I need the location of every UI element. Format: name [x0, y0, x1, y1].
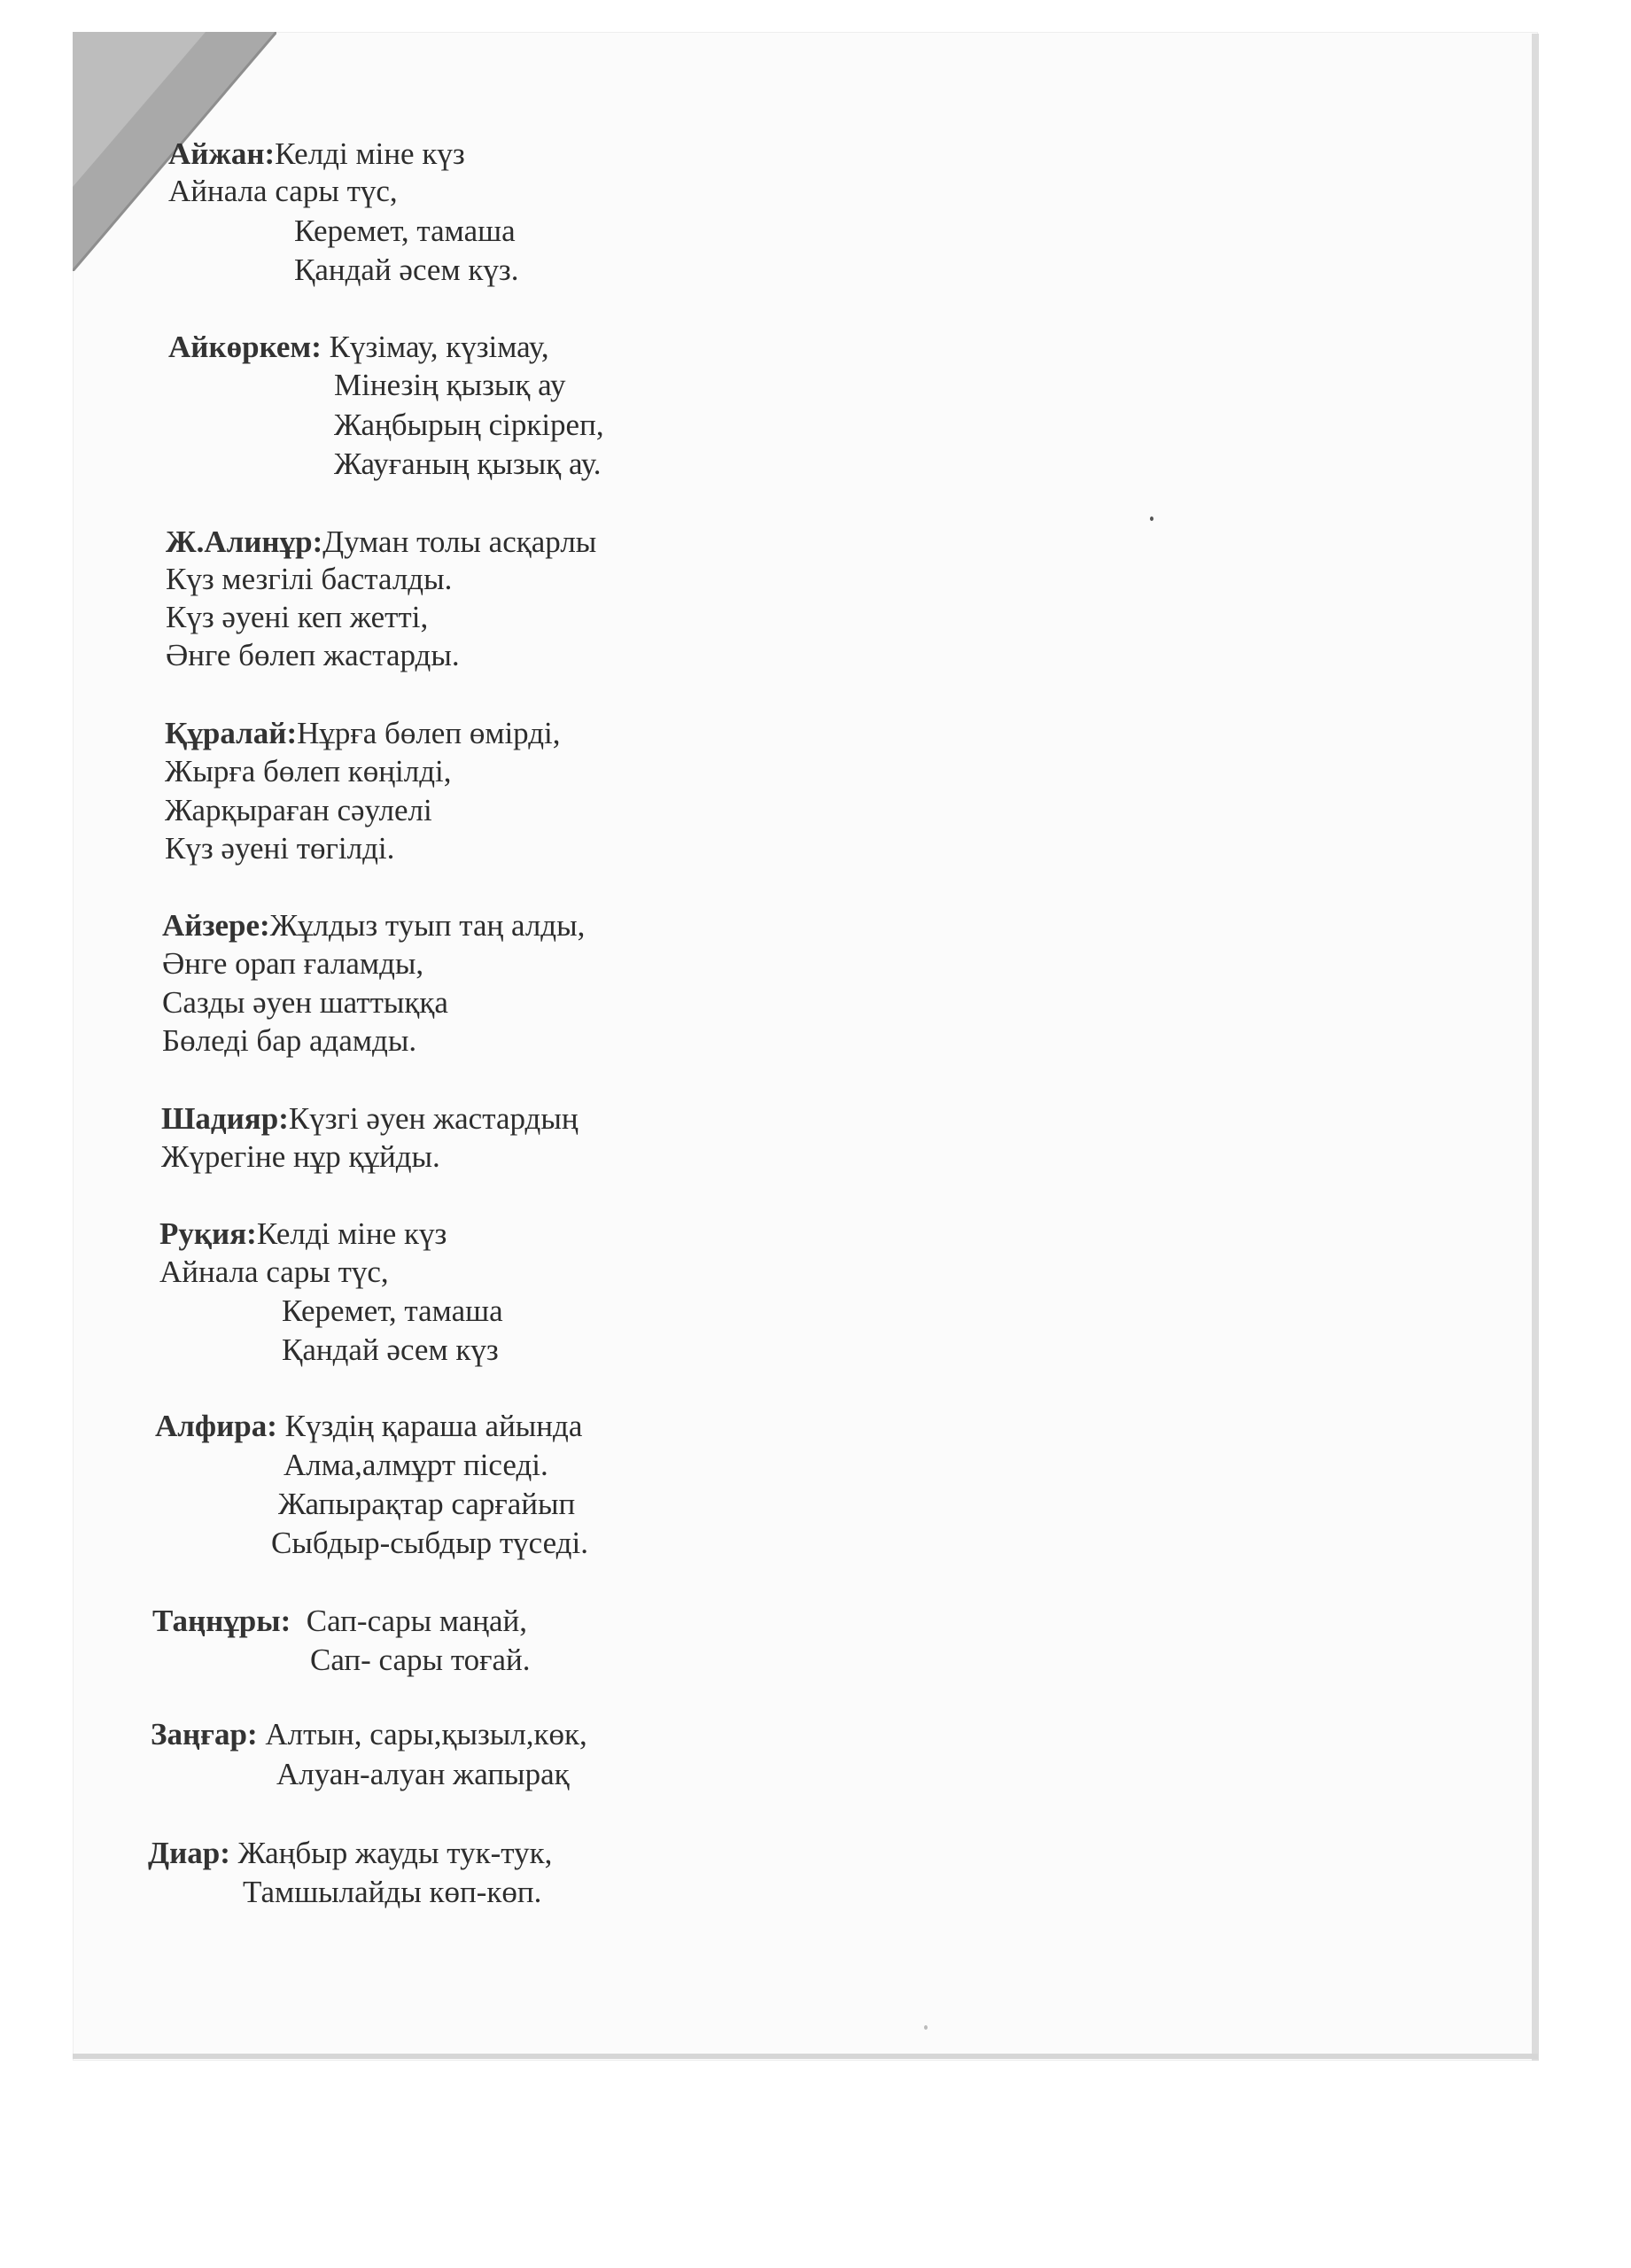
- poem-line: [152, 1604, 527, 1639]
- poem-line: [148, 1836, 552, 1871]
- poem-line: [168, 330, 549, 365]
- speaker-name: Заңғар:: [151, 1717, 258, 1751]
- line-text: Күзімау, күзімау,: [321, 330, 549, 364]
- poem-line: Керемет, тамаша: [282, 1293, 503, 1328]
- poem-line: [161, 1101, 579, 1137]
- speaker-name: Ж.Алинұр:: [166, 524, 323, 559]
- speaker-name: Шадияр:: [161, 1101, 289, 1136]
- poem-line: Жүрегіне нұр құйды.: [161, 1139, 440, 1174]
- poem-line: [151, 1717, 587, 1752]
- poem-line: Жарқыраған сәулелі: [165, 793, 432, 827]
- line-text: Жаңбыр жауды тук-тук,: [229, 1836, 553, 1870]
- poem-line: Айнала сары түс,: [168, 174, 398, 208]
- line-text: Келді міне күз: [256, 1216, 447, 1251]
- line-text: Сап-сары маңай,: [291, 1604, 528, 1638]
- poem-line: Айнала сары түс,: [159, 1254, 389, 1289]
- speaker-name: Құралай:: [165, 716, 298, 750]
- speaker-name: Таңнұры:: [152, 1604, 291, 1638]
- poem-line: Жауғаның қызық ау.: [334, 447, 602, 481]
- poem-line: [168, 136, 465, 172]
- poem-line: Алма,алмұрт піседі.: [283, 1448, 548, 1482]
- speaker-name: Айжан:: [168, 136, 276, 171]
- poem-line: [162, 908, 585, 944]
- poem-line: Тамшылайды көп-көп.: [243, 1875, 542, 1909]
- poem-line: Бөледі бар адамды.: [162, 1023, 417, 1058]
- poem-line: Жырға бөлеп көңілді,: [165, 754, 452, 788]
- line-text: Алтын, сары,қызыл,көк,: [257, 1717, 587, 1751]
- poem-line: Қандай әсем күз: [282, 1332, 499, 1367]
- poem-line: Әнге орап ғаламды,: [162, 946, 424, 981]
- poem-line: [165, 716, 561, 751]
- poem-line: Алуан-алуан жапырақ: [276, 1757, 570, 1791]
- poem-line: Мінезің қызық ау: [334, 368, 566, 402]
- speaker-name: Айзере:: [162, 908, 270, 943]
- line-text: Күздің қараша айында: [276, 1409, 583, 1443]
- speaker-name: Руқия:: [159, 1216, 257, 1251]
- line-text: Күзгі әуен жастардың: [288, 1101, 579, 1136]
- poem-line: Сазды әуен шаттыққа: [162, 985, 448, 1020]
- line-text: Жұлдыз туып таң алды,: [269, 908, 586, 943]
- poem-line: [155, 1409, 582, 1444]
- speaker-name: Алфира:: [155, 1409, 277, 1443]
- poem-line: [166, 524, 596, 560]
- poem-line: Күз әуені төгілді.: [165, 831, 395, 866]
- poem-line: Керемет, тамаша: [294, 214, 516, 248]
- poem-line: Жапырақтар сарғайып: [278, 1487, 576, 1521]
- poem-line: [159, 1216, 447, 1252]
- speaker-name: Диар:: [148, 1836, 230, 1870]
- poem-line: Күз әуені кеп жетті,: [166, 600, 429, 634]
- speaker-name: Айкөркем:: [168, 330, 322, 364]
- poem-line: Сап- сары тоғай.: [310, 1643, 531, 1677]
- line-text: Думан толы асқарлы: [322, 524, 597, 559]
- poem-line: Қандай әсем күз.: [294, 252, 519, 287]
- line-text: Нұрға бөлеп өмірді,: [297, 716, 561, 750]
- poem-line: Сыбдыр-сыбдыр түседі.: [271, 1526, 588, 1560]
- line-text: Келді міне күз: [275, 136, 465, 171]
- poem-line: Жаңбырың сіркіреп,: [334, 408, 604, 442]
- poem-line: Әнге бөлеп жастарды.: [166, 638, 460, 672]
- poem-line: Күз мезгілі басталды.: [166, 562, 453, 596]
